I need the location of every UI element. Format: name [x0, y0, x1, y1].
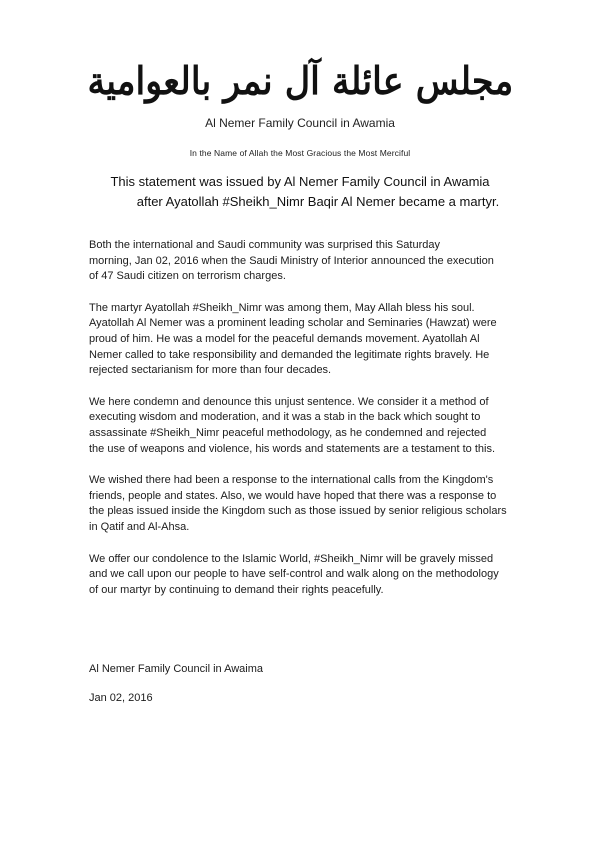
body-paragraph-3: We here condemn and denounce this unjust sentence. We consider it a method of executing wisdom and moderation, and it was a stab in the back which sought to assassinate #Sheikh_Nimr peaceful methodology, as he condemned and rejected the use of weapons and violence, his words and statements are a testament to this.: [89, 395, 496, 455]
statement-heading-line-1: This statement was issued by Al Nemer Family Council in Awamia: [110, 174, 490, 189]
organization-name: Al Nemer Family Council in Awamia: [205, 116, 395, 130]
statement-date: Jan 02, 2016: [89, 692, 153, 704]
body-paragraph-1: Both the international and Saudi community was surprised this Saturday morning, Jan 02, 2016 when the Saudi Ministry of Interior announced the execution of 47 Saudi citizen on terrorism charges.: [89, 239, 494, 283]
basmala-line: In the Name of Allah the Most Gracious the Most Merciful: [189, 148, 411, 158]
signature-line: Al Nemer Family Council in Awaima: [89, 663, 264, 675]
body-paragraph-4: We wished there had been a response to the international calls from the Kingdom's friends, people and states. Also, we would have hoped that there was a response to the pleas issued inside the Kingdom such as those issued by senior religious scholars in Qatif and Al-Ahsa.: [89, 474, 507, 533]
council-logo: [87, 50, 513, 112]
statement-body: [89, 238, 529, 614]
statement-heading: [0, 172, 600, 212]
body-paragraph-5: We offer our condolence to the Islamic World, #Sheikh_Nimr will be gravely missed and we call upon our people to have self-control and walk along on the methodology of our martyr by continuing to demand their rights peacefully.: [89, 552, 499, 596]
statement-heading-line-2: after Ayatollah #Sheikh_Nimr Baqir Al Nemer became a martyr.: [136, 194, 500, 209]
body-paragraph-2: The martyr Ayatollah #Sheikh_Nimr was among them, May Allah bless his soul. Ayatollah Al Nemer was a prominent leading scholar and Seminaries (Hawzat) were proud of him. He was a model for the peaceful demands movement. Ayatollah Al Nemer called to take responsibility and demanded the legitimate rights bravely. He rejected sectarianism for more than four decades.: [89, 301, 497, 377]
council-logo-calligraphy: مجلس عائلة آل نمر بالعوامية: [87, 58, 513, 103]
